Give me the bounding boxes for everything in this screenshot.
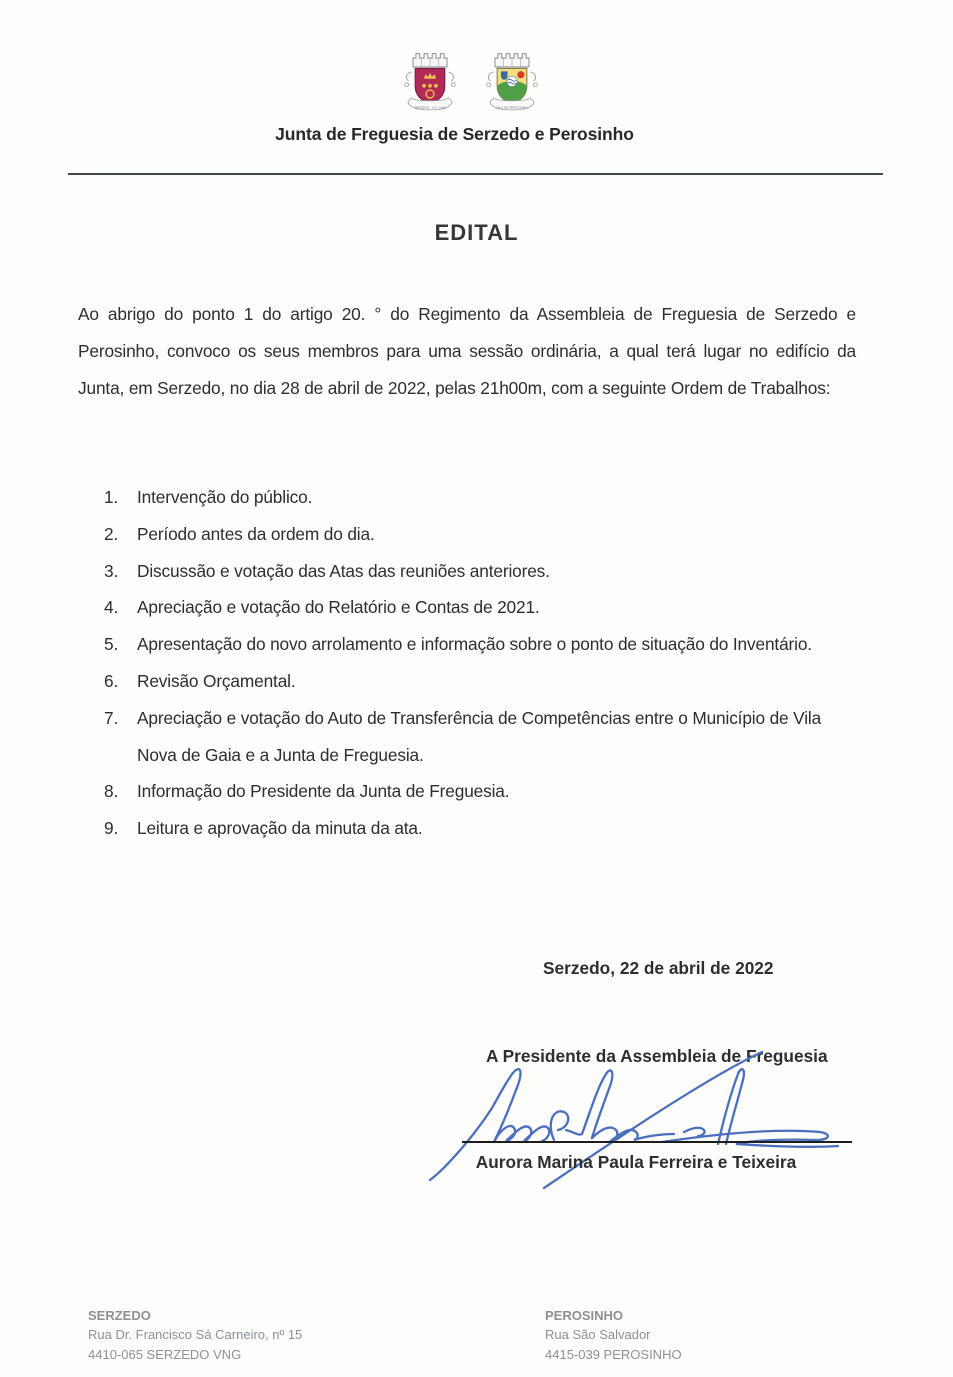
- crest-row: [0, 42, 947, 120]
- footer-serzedo-title: SERZEDO: [88, 1308, 151, 1323]
- agenda-item: [104, 553, 846, 590]
- intro-paragraph: Ao abrigo do ponto 1 do artigo 20. ° do Regimento da Assembleia de Freguesia de Serzedo e Perosinho, convoco os seus membros para uma sessão ordinária, a qual terá lugar no edifício da Junta, em Serzedo, no dia 28 de abril de 2022, pelas 21h00m, com a seguinte Ordem de Trabalhos:: [78, 304, 856, 398]
- footer-perosinho-postal: 4415-039 PEROSINHO: [545, 1346, 682, 1362]
- signature-line: [462, 1141, 852, 1143]
- item-number: 9.: [104, 818, 119, 839]
- agenda-item: [104, 700, 846, 774]
- document-title: EDITAL: [434, 220, 519, 245]
- item-text: Revisão Orçamental.: [137, 670, 296, 691]
- org-title: Junta de Freguesia de Serzedo e Perosinho: [275, 124, 634, 144]
- agenda-item: [104, 626, 846, 663]
- header-divider: [68, 173, 883, 175]
- item-number: 3.: [104, 560, 119, 581]
- item-number: 8.: [104, 781, 119, 802]
- place-date: Serzedo, 22 de abril de 2022: [543, 958, 774, 978]
- agenda-item: [104, 663, 846, 700]
- agenda-item: [104, 810, 846, 847]
- perosinho-coat-of-arms-icon: [475, 42, 549, 120]
- signer-role: A Presidente da Assembleia de Freguesia: [486, 1046, 828, 1066]
- serzedo-crest-scroll-text: SERZEDO - V.N. GAIA: [413, 105, 446, 110]
- item-number: 5.: [104, 634, 119, 655]
- footer-serzedo-postal: 4410-065 SERZEDO VNG: [88, 1346, 242, 1362]
- agenda-item: [104, 773, 846, 810]
- footer-serzedo: [88, 1306, 302, 1364]
- item-text: Intervenção do público.: [137, 487, 313, 507]
- agenda-list: [104, 479, 846, 847]
- item-text: Apreciação e votação do Relatório e Contas de 2021.: [137, 597, 540, 618]
- footer-serzedo-address: Rua Dr. Francisco Sá Carneiro, nº 15: [88, 1327, 303, 1343]
- agenda-item: [104, 516, 846, 553]
- item-text: Apreciação e votação do Auto de Transferência de Competências entre o Município de Vila Nova de Gaia e a Junta de Freguesia.: [137, 707, 822, 765]
- signer-name: Aurora Marina Paula Ferreira e Teixeira: [475, 1152, 797, 1172]
- item-number: 1.: [104, 487, 119, 507]
- footer-perosinho-title: PEROSINHO: [545, 1308, 624, 1323]
- agenda-item: [104, 589, 846, 626]
- item-number: 7.: [104, 707, 119, 728]
- item-text: Discussão e votação das Atas das reuniões anteriores.: [137, 560, 550, 581]
- item-number: 2.: [104, 523, 119, 544]
- perosinho-crest-scroll-text: VILA DE PEROSINHO: [495, 105, 528, 110]
- item-text: Período antes da ordem do dia.: [137, 523, 375, 544]
- footer-perosinho: [545, 1306, 682, 1364]
- item-number: 4.: [104, 597, 119, 618]
- item-number: 6.: [104, 670, 119, 691]
- item-text: Apresentação do novo arrolamento e informação sobre o ponto de situação do Inventário.: [137, 634, 812, 655]
- agenda-item: [104, 479, 846, 516]
- footer-perosinho-address: Rua São Salvador: [545, 1327, 651, 1343]
- serzedo-coat-of-arms-icon: [393, 42, 467, 120]
- item-text: Informação do Presidente da Junta de Freguesia.: [137, 781, 510, 802]
- item-text: Leitura e aprovação da minuta da ata.: [137, 818, 423, 839]
